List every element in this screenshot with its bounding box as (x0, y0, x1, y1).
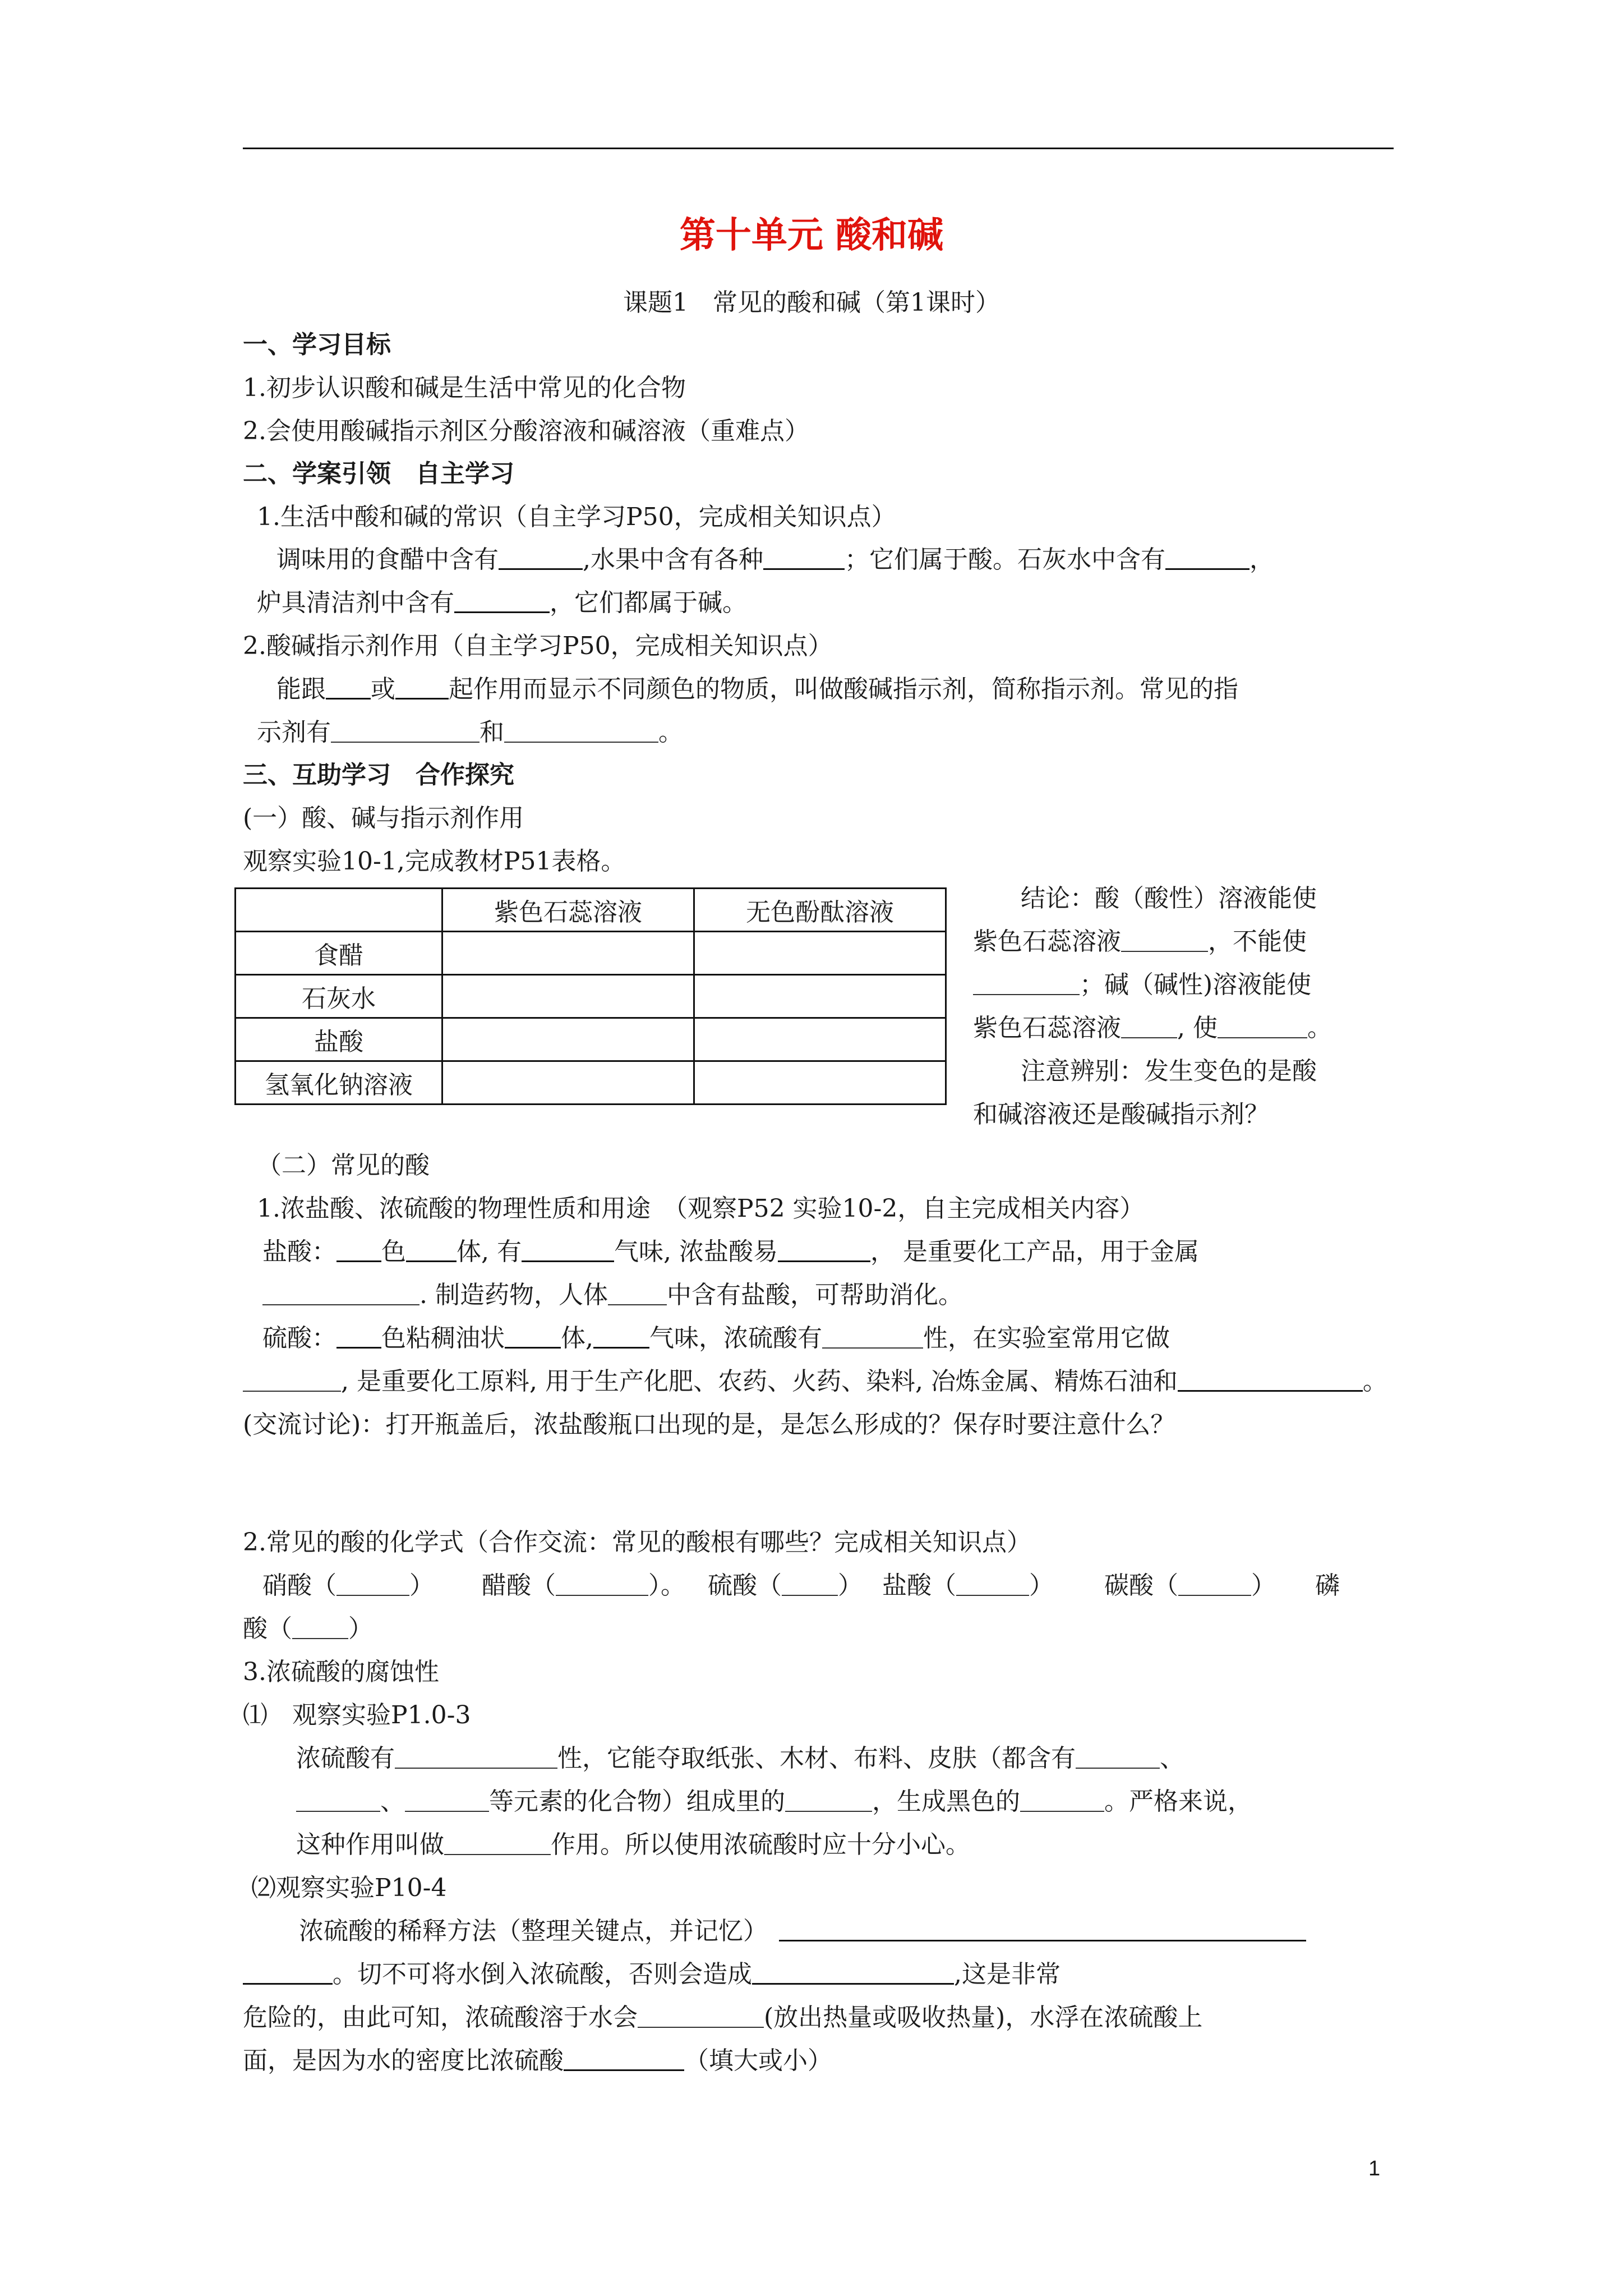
dilution-line-3: 危险的，由此可知，浓硫酸溶于水会 (放出热量或吸收热量)，水浮在浓硫酸上 (243, 2003, 1203, 2032)
conclusion-line-3: ；碱（碱性)溶液能使 (973, 968, 1311, 1002)
discussion-prompt: (交流讨论)：打开瓶盖后，浓盐酸瓶口出现的是，是怎么形成的？保存时要注意什么？ (243, 1410, 1175, 1439)
formula-line-1: 硝酸（ ） 醋酸（ ）。 硫酸（ ） 盐酸（ ） 碳酸（ ） 磷 (262, 1571, 1340, 1600)
acid-q3-title: 3.浓硫酸的腐蚀性 (243, 1658, 439, 1686)
q2-line-1: 能跟 或 起作用而显示不同颜色的物质，叫做酸碱指示剂，简称指示剂。常见的指 (276, 673, 1238, 706)
table-header-cell: 无色酚酞溶液 (694, 889, 946, 932)
acid-q1-title: 1.浓盐酸、浓硫酸的物理性质和用途 （观察P52 实验10-2，自主完成相关内容） (257, 1194, 1145, 1223)
answer-cell[interactable] (442, 975, 694, 1018)
answer-cell[interactable] (442, 1061, 694, 1105)
q1-title: 1.生活中酸和碱的常识（自主学习P50，完成相关知识点） (257, 503, 896, 531)
q1-line-1: 调味用的食醋中含有 ,水果中含有各种 ；它们属于酸。石灰水中含有 ， (276, 543, 1274, 577)
goal-2: 2.会使用酸碱指示剂区分酸溶液和碱溶液（重难点） (243, 417, 809, 445)
table-row (236, 1061, 946, 1105)
conclusion-note-1: 注意辨别：发生变色的是酸 (1021, 1057, 1317, 1085)
row-label: 石灰水 (236, 975, 442, 1018)
table-row (236, 1018, 946, 1061)
table-header-cell (236, 889, 442, 932)
q2-line-2: 示剂有 和 。 (257, 718, 683, 747)
answer-cell[interactable] (442, 932, 694, 975)
table-header-row (236, 889, 946, 932)
corrosion-line-2: 、 等元素的化合物）组成里的 ，生成黑色的 。严格来说， (296, 1785, 1252, 1819)
header-rule (243, 148, 1394, 149)
row-label: 氢氧化钠溶液 (236, 1061, 442, 1105)
corrosion-line-1: 浓硫酸有 性，它能夺取纸张、木材、布料、皮肤（都含有 、 (296, 1744, 1184, 1773)
formula-line-2: 酸（ ） (243, 1614, 373, 1643)
corrosion-line-3: 这种作用叫做 作用。所以使用浓硫酸时应十分小心。 (296, 1830, 970, 1859)
hcl-line-2: . 制造药物，人体 中含有盐酸，可帮助消化。 (262, 1278, 963, 1312)
section-2-heading: 二、学案引领 自主学习 (243, 459, 514, 488)
dilution-line-1: 浓硫酸的稀释方法（整理关键点，并记忆） (299, 1915, 1306, 1948)
dilution-line-2: 。切不可将水倒入浓硫酸，否则会造成 ,这是非常 (243, 1958, 1061, 1991)
goal-1: 1.初步认识酸和碱是生活中常见的化合物 (243, 374, 686, 402)
table-header-cell: 紫色石蕊溶液 (442, 889, 694, 932)
conclusion-line-4: 紫色石蕊溶液 , 使 。 (973, 1014, 1332, 1042)
table-row (236, 932, 946, 975)
table-row (236, 975, 946, 1018)
acid-q2-title: 2.常见的酸的化学式（合作交流：常见的酸根有哪些？完成相关知识点） (243, 1528, 1031, 1557)
conclusion-line-2: 紫色石蕊溶液 ，不能使 (973, 927, 1307, 956)
answer-cell[interactable] (694, 932, 946, 975)
part-1-heading: (一）酸、碱与指示剂作用 (243, 804, 524, 832)
hcl-line-1: 盐酸： 色 体, 有 气味, 浓盐酸易 ， 是重要化工产品，用于金属 (262, 1235, 1199, 1269)
answer-cell[interactable] (442, 1018, 694, 1061)
page-number: 1 (1368, 2157, 1381, 2180)
conclusion-line-1: 结论：酸（酸性）溶液能使 (1021, 884, 1317, 913)
unit-title: 第十单元 酸和碱 (679, 214, 944, 256)
row-label: 食醋 (236, 932, 442, 975)
answer-cell[interactable] (694, 1061, 946, 1105)
part-2-heading: （二）常见的酸 (257, 1151, 430, 1180)
answer-cell[interactable] (694, 1018, 946, 1061)
answer-cell[interactable] (694, 975, 946, 1018)
indicator-table (234, 887, 947, 1105)
q1-line-2: 炉具清洁剂中含有 ，它们都属于碱。 (257, 586, 747, 620)
lesson-subtitle: 课题1 常见的酸和碱（第1课时） (623, 288, 1000, 317)
observation-1: ⑴ 观察实验P1.0-3 (243, 1701, 471, 1729)
h2so4-line-2: , 是重要化工原料, 用于生产化肥、农药、火药、染料, 冶炼金属、精炼石油和 。 (243, 1365, 1387, 1398)
section-1-heading: 一、学习目标 (243, 330, 391, 359)
observation-2: ⑵观察实验P10-4 (251, 1874, 447, 1902)
conclusion-note-2: 和碱溶液还是酸碱指示剂？ (973, 1100, 1269, 1129)
row-label: 盐酸 (236, 1018, 442, 1061)
experiment-instruction: 观察实验10-1,完成教材P51表格。 (243, 847, 626, 876)
h2so4-line-1: 硫酸： 色粘稠油状 体, 气味，浓硫酸有 性，在实验室常用它做 (262, 1322, 1170, 1355)
section-3-heading: 三、互助学习 合作探究 (243, 761, 514, 789)
dilution-line-4: 面，是因为水的密度比浓硫酸 （填大或小） (243, 2044, 832, 2078)
q2-title: 2.酸碱指示剂作用（自主学习P50，完成相关知识点） (243, 632, 833, 660)
